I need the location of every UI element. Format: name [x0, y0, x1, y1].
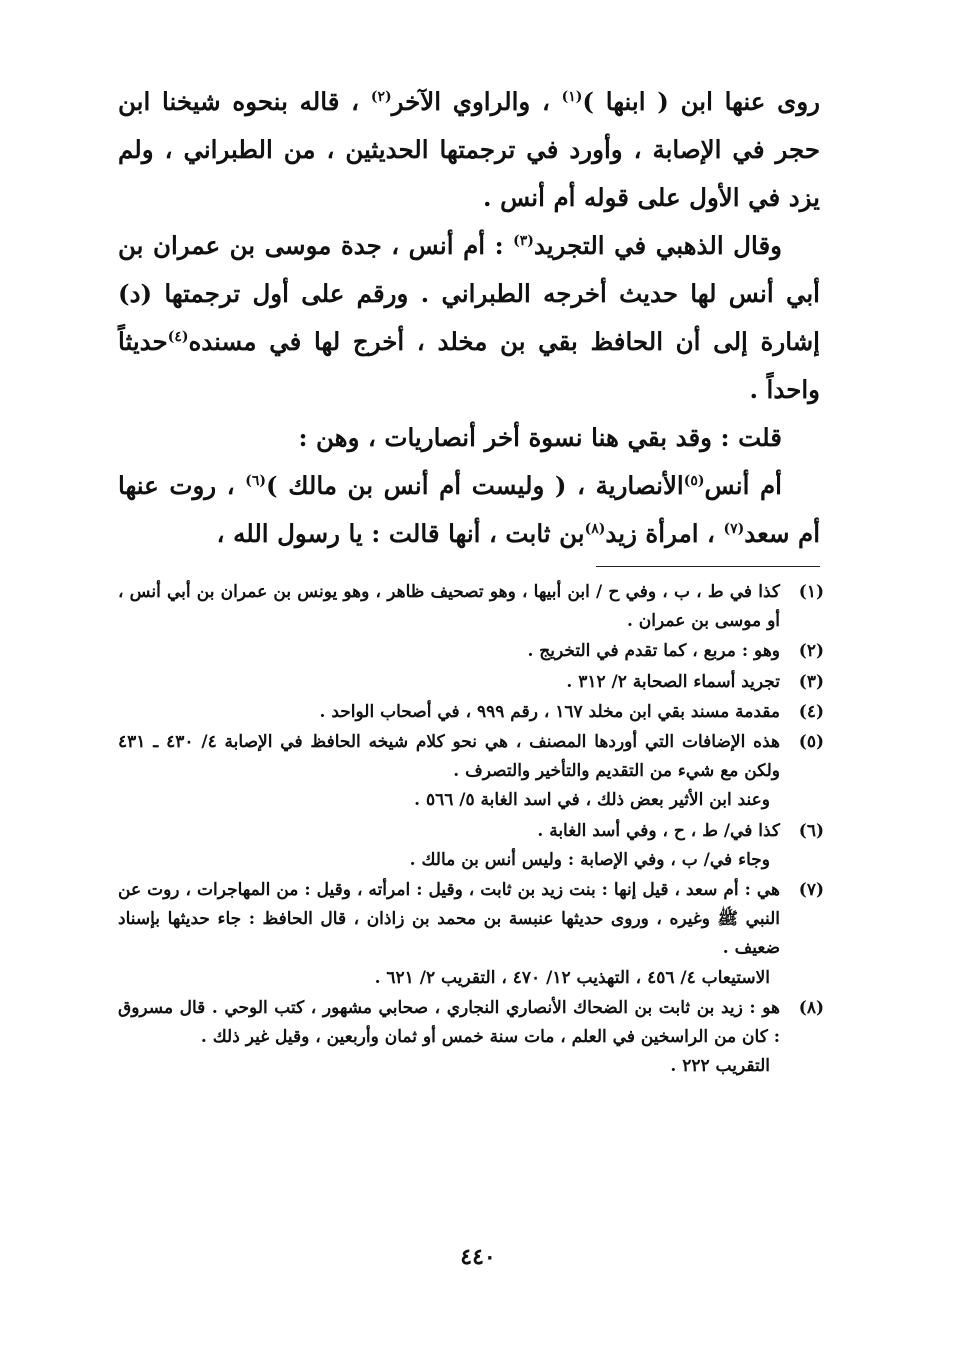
footnote-ref-4: (٤) [167, 328, 189, 345]
footnote-number: (٤) [798, 701, 824, 722]
footnote-ref-3: (٣) [513, 232, 534, 249]
footnote-number: (٥) [798, 732, 824, 753]
footnote [118, 668, 824, 697]
footnote-ref-5: (٥) [683, 472, 705, 489]
footnote [118, 637, 824, 666]
footnote-text: كذا في/ ط ، ح ، وفي أسد الغابة . [537, 820, 780, 841]
footnote-text: وعند ابن الأثير بعض ذلك ، في اسد الغابة ٥/ ٥٦٦ . [414, 790, 770, 811]
footnote-ref-8: (٨) [584, 520, 606, 537]
paragraph-1: روى عنها ابن ( ابنها )$^{(١)}$ ، والراوي الآخر$^{(٢)}$ ، قاله بنحوه شيخنا ابن حجر في الإصابة ، وأورد في ترجمتها الحديثين ، من الطبراني ، ولم يزد في الأول على قوله أم أنس . [118, 87, 820, 212]
footnote-number: (٧) [798, 880, 824, 901]
footnotes [118, 578, 824, 1082]
footnote-text: وجاء في/ ب ، وفي الإصابة : وليس أنس بن مالك . [409, 849, 770, 870]
footnote [118, 876, 824, 993]
footnote-number: (١) [798, 582, 824, 602]
footnote-text: وهو : مربع ، كما تقدم في التخريج . [527, 641, 780, 662]
footnote-text: كذا في ط ، ب ، وفي ح / ابن أبيها ، وهو تصحيف ظاهر ، وهو يونس بن عمران بن أبي أنس ، أو موسى بن عمران . [118, 582, 780, 632]
footnote-ref-1: (١) [561, 88, 583, 105]
footnote [118, 578, 824, 636]
footnote-text: هذه الإضافات التي أوردها المصنف ، هي نحو كلام شيخه الحافظ في الإصابة ٤/ ٤٣٠ ـ ٤٣١ ولكن مع شيء من التقديم والتأخير والتصرف . [118, 732, 780, 782]
footnote-text: مقدمة مسند بقي ابن مخلد ١٦٧ ، رقم ٩٩٩ ، في أصحاب الواحد . [319, 701, 780, 722]
footnote-ref-2: (٢) [370, 88, 392, 105]
footnote-number: (٦) [798, 820, 824, 841]
footnote [118, 817, 824, 875]
footnote-text: الاستيعاب ٤/ ٤٥٦ ، التهذيب ١٢/ ٤٧٠ ، التقريب ٢/ ٦٢١ . [374, 967, 770, 988]
footnote [118, 698, 824, 727]
footnote-ref-7: (٧) [723, 520, 745, 537]
paragraph-3: قلت : وقد بقي هنا نسوة أخر أنصاريات ، وهن : [298, 423, 782, 452]
paragraph-2: وقال الذهبي في التجريد$^{(٣)}$ : أم أنس ، جدة موسى بن عمران بن أبي أنس لها حديث أخرجه الطبراني . ورقم على أول ترجمتها (د) إشارة إلى أن الحافظ بقي بن مخلد ، أخرج لها في مسنده$^{(٤)}$حديثاً واحداً . [118, 231, 820, 404]
footnote-text: تجريد أسماء الصحابة ٢/ ٣١٢ . [566, 671, 780, 692]
footnote [118, 994, 824, 1082]
page-number: ٤٤٠ [460, 1244, 496, 1270]
footnote-text: هو : زيد بن ثابت بن الضحاك الأنصاري النجاري ، صحابي مشهور ، كتب الوحي . قال مسروق : كان من الراسخين في العلم ، مات سنة خمس أو ثمان وأربعين ، وقيل غير ذلك . [118, 997, 780, 1048]
footnote-text: التقريب ٢٢٢ . [670, 1056, 770, 1077]
footnote-text: هي : أم سعد ، قيل إنها : بنت زيد بن ثابت ، وقيل : امرأته ، وقيل : من المهاجرات ، روت عن النبي ﷺ وغيره ، وروى حديثها عنبسة بن محمد بن زاذان ، قال الحافظ : جاء حديثها بإسناد ضعيف . [118, 880, 780, 959]
paragraph-4: أم أنس$^{(٥)}$الأنصارية ، ( وليست أم أنس بن مالك )$^{(٦)}$ ، روت عنها أم سعد$^{(٧)}$ ، امرأة زيد$^{(٨)}$بن ثابت ، أنها قالت : يا رسول الله ، [118, 471, 820, 548]
footnote-number: (٢) [798, 641, 824, 662]
footnote-ref-6: (٦) [245, 472, 267, 489]
main-text [118, 78, 820, 558]
footnote-number: (٨) [798, 997, 824, 1018]
footnote [118, 728, 824, 816]
footnote-separator [596, 566, 820, 567]
footnote-number: (٣) [798, 671, 824, 692]
